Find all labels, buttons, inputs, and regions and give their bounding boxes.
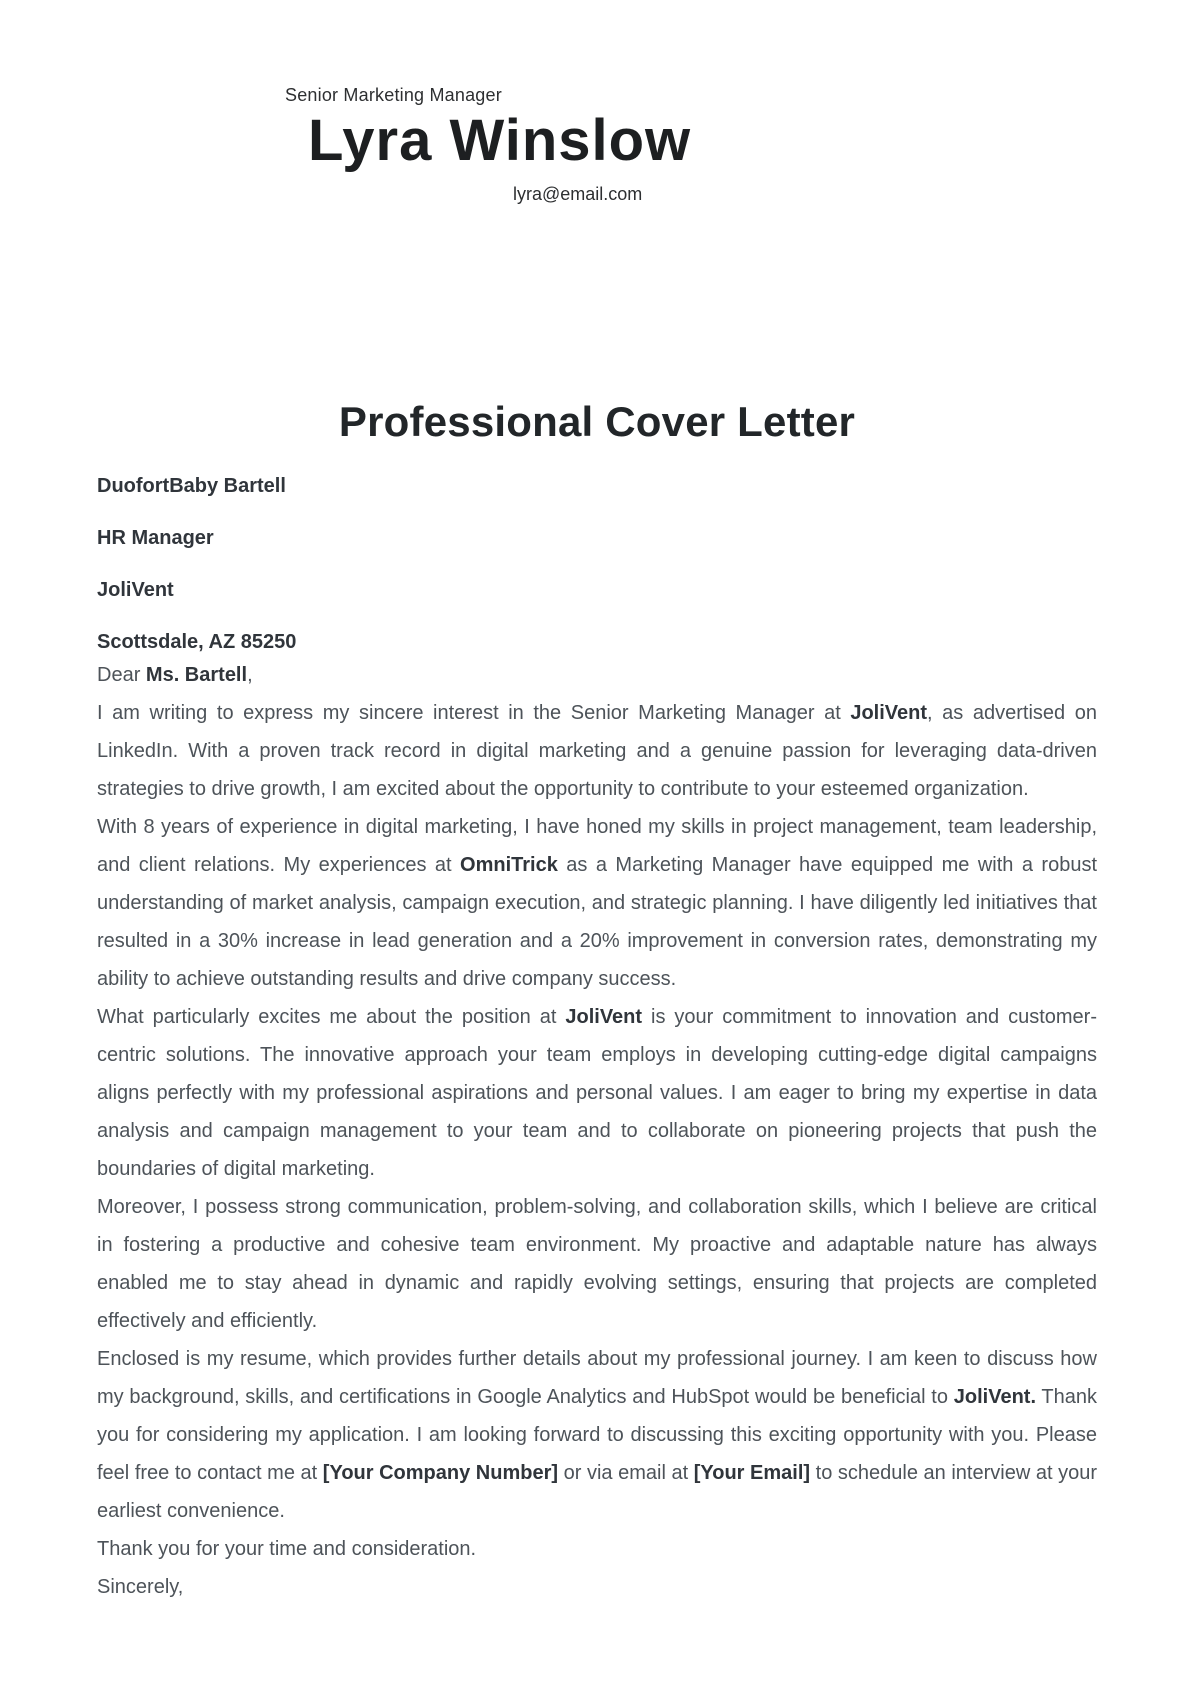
letter-paragraph (97, 1188, 1097, 1340)
text-run: is your commitment to innovation and customer-centric solutions. The innovative approach your team employs in developing cutting-edge digital campaigns aligns perfectly with my professional aspirations and personal values. I am eager to bring my expertise in data analysis and campaign management to your team and to collaborate on pioneering projects that push the boundaries of digital marketing. (97, 1006, 1097, 1180)
salutation-prefix: Dear (97, 664, 146, 686)
bold-text-run: JoliVent. (953, 1386, 1037, 1408)
letter-body (97, 400, 1097, 1606)
salutation (97, 656, 1097, 694)
recipient-role: HR Manager (97, 527, 214, 549)
text-run: to schedule an interview at your earliest convenience. (97, 1462, 1097, 1522)
text-run: Enclosed is my resume, which provides further details about my professional journey. I am keen to discuss how my background, skills, and certifications in Google Analytics and HubSpot would be beneficial to (97, 1348, 1097, 1408)
salutation-recipient-name: Ms. Bartell (145, 664, 248, 686)
text-run: With 8 years of experience in digital marketing, I have honed my skills in project management, team leadership, and client relations. My experiences at (97, 816, 1097, 876)
letter-paragraph (97, 694, 1097, 808)
recipient-block (97, 474, 1097, 654)
applicant-name: Lyra Winslow (308, 108, 692, 173)
closing-thanks: Thank you for your time and consideration. (97, 1538, 477, 1560)
document-title: Professional Cover Letter (338, 398, 856, 445)
text-run: What particularly excites me about the position at (97, 1006, 566, 1028)
text-run: Moreover, I possess strong communication, problem-solving, and collaboration skills, which I believe are critical in fostering a productive and cohesive team environment. My proactive and adaptable nature has always enabled me to stay ahead in dynamic and rapidly evolving settings, ensuring that projects are completed effectively and efficiently. (97, 1196, 1097, 1332)
bold-text-run: [Your Email] (693, 1462, 811, 1484)
recipient-name: DuofortBaby Bartell (97, 475, 286, 497)
recipient-location: Scottsdale, AZ 85250 (97, 631, 297, 653)
bold-text-run: [Your Company Number] (322, 1462, 559, 1484)
text-run: I am writing to express my sincere interest in the Senior Marketing Manager at (97, 702, 851, 724)
text-run: as a Marketing Manager have equipped me with a robust understanding of market analysis, campaign execution, and strategic planning. I have diligently led initiatives that resulted in a 30% increase in lead generation and a 20% improvement in conversion rates, demonstrating my ability to achieve outstanding results and drive company success. (97, 854, 1097, 990)
text-run: or via email at (558, 1462, 694, 1484)
bold-text-run: JoliVent (850, 702, 928, 724)
letter-header (97, 83, 1097, 205)
text-run: Thank you for considering my application. I am looking forward to discussing this exciting opportunity with you. Please feel free to contact me at (97, 1386, 1098, 1484)
letter-paragraph (97, 808, 1097, 998)
applicant-job-title: Senior Marketing Manager (285, 85, 502, 105)
letter-paragraph (97, 998, 1097, 1188)
applicant-email: lyra@email.com (513, 184, 643, 204)
letter-paragraph (97, 1340, 1097, 1530)
bold-text-run: JoliVent (565, 1006, 643, 1028)
letter-paragraphs (97, 694, 1097, 1530)
bold-text-run: OmniTrick (460, 854, 558, 876)
salutation-suffix: , (247, 664, 253, 686)
text-run: , as advertised on LinkedIn. With a proven track record in digital marketing and a genuine passion for leveraging data-driven strategies to drive growth, I am excited about the opportunity to contribute to your esteemed organization. (97, 702, 1097, 800)
signoff: Sincerely, (97, 1576, 184, 1598)
recipient-company: JoliVent (97, 579, 174, 601)
